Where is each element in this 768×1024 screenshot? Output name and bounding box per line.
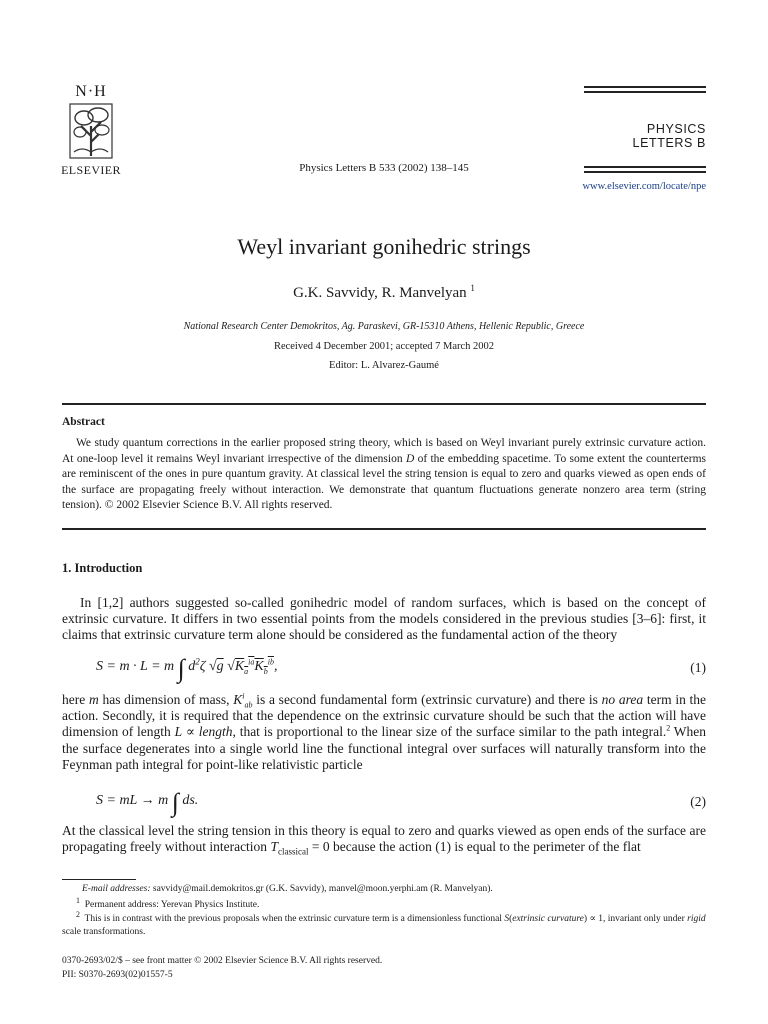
article-authors	[0, 285, 768, 302]
section-heading: 1. Introduction	[62, 561, 143, 575]
equation-1-number: (1)	[690, 660, 706, 675]
abstract-rule-bottom	[62, 528, 706, 530]
equation-2-number: (2)	[690, 794, 706, 809]
author-names: G.K. Savvidy, R. Manvelyan	[293, 285, 467, 301]
footnote-1: $^1$ Permanent address: Yerevan Physics Institute.	[76, 895, 260, 910]
pii-line: PII: S0370-2693(02)01557-5	[62, 970, 173, 980]
author-footnote-mark: 1	[470, 283, 475, 293]
intro-paragraph-3: At the classical level the string tension in this theory is equal to zero and quarks viewed as open ends of the surface are propagating freely without interaction $T_{classical} = 0$ because the action (1) is equal to the perimeter of the flat	[62, 823, 706, 857]
front-matter-line: 0370-2693/02/$ – see front matter © 2002 Elsevier Science B.V. All rights reserved.	[62, 956, 383, 966]
equation-1: S = m · L = m ∫ $d^2\zeta$ √g $√K_a^{ia}K_b^{ib}$,	[96, 654, 278, 683]
journal-name: PHYSICS LETTERS B	[632, 122, 706, 150]
header-rule-bottom	[584, 166, 706, 176]
tree-emblem-icon	[68, 102, 114, 160]
article-dates: Received 4 December 2001; accepted 7 March 2002	[273, 341, 495, 352]
abstract-text: We study quantum corrections in the earlier proposed string theory, which is based on Weyl invariant purely extrinsic curvature action. At one-loop level it remains Weyl invariant irrespective of the dimension D of the embedding spacetime. To some extent the counterterms are reminiscent of the ones in pure quantum gravity. At classical level the string tension is equal to zero and quarks viewed as open ends of the surface are propagating freely without interaction. We demonstrate that quantum fluctuations generate nonzero area term (string tension). © 2002 Elsevier Science B.V. All rights reserved.	[62, 437, 706, 511]
journal-citation: Physics Letters B 533 (2002) 138–145	[299, 162, 469, 174]
logo-monogram: N·H	[75, 83, 107, 100]
article-editor: Editor: L. Alvarez-Gaumé	[329, 360, 439, 371]
intro-paragraph-2: here m has dimension of mass, $K^i_{ab}$ is a second fundamental form (extrinsic curvature) and there is no area term in the action. Secondly, it is required that the dependence on the extrinsic curvature should be such that the action will have dimension of length L ∝ length, that is proportional to the linear size of the surface similar to the path integral.$^2$ When the surface degenerates into a single world line the functional integral over surfaces will naturally transform into the Feynman path integral for point-like relativistic particle	[62, 691, 707, 772]
header-rule-top	[584, 86, 706, 96]
publisher-name: ELSEVIER	[61, 163, 121, 177]
footnote-rule	[62, 879, 136, 880]
abstract-rule-top	[62, 403, 706, 405]
journal-url-link[interactable]: www.elsevier.com/locate/npe	[582, 181, 706, 192]
author-affiliation: National Research Center Demokritos, Ag. Paraskevi, GR-15310 Athens, Hellenic Republic, Greece	[183, 321, 585, 332]
intro-paragraph-1: In [1,2] authors suggested so-called gonihedric model of random surfaces, which is based on the concept of extrinsic curvature. It differs in two essential points from the models considered in the previous studies [3–6]: first, it claims that extrinsic curvature term alone should be considered as the fundamental action of the theory	[62, 595, 706, 643]
article-title: Weyl invariant gonihedric strings	[237, 234, 531, 259]
footnote-2: $^2$ This is in contrast with the previous proposals when the extrinsic curvature term is a dimensionless functional S(extrinsic curvature) ∝ 1, invariant only under rigid scale transformations.	[62, 909, 706, 937]
abstract-heading: Abstract	[62, 416, 105, 428]
equation-2: S = mL → m ∫ ds.	[96, 788, 199, 817]
footnote-email: E-mail addresses: savvidy@mail.demokritos.gr (G.K. Savvidy), manvel@moon.yerphi.am (R. Manvelyan).	[82, 884, 493, 894]
